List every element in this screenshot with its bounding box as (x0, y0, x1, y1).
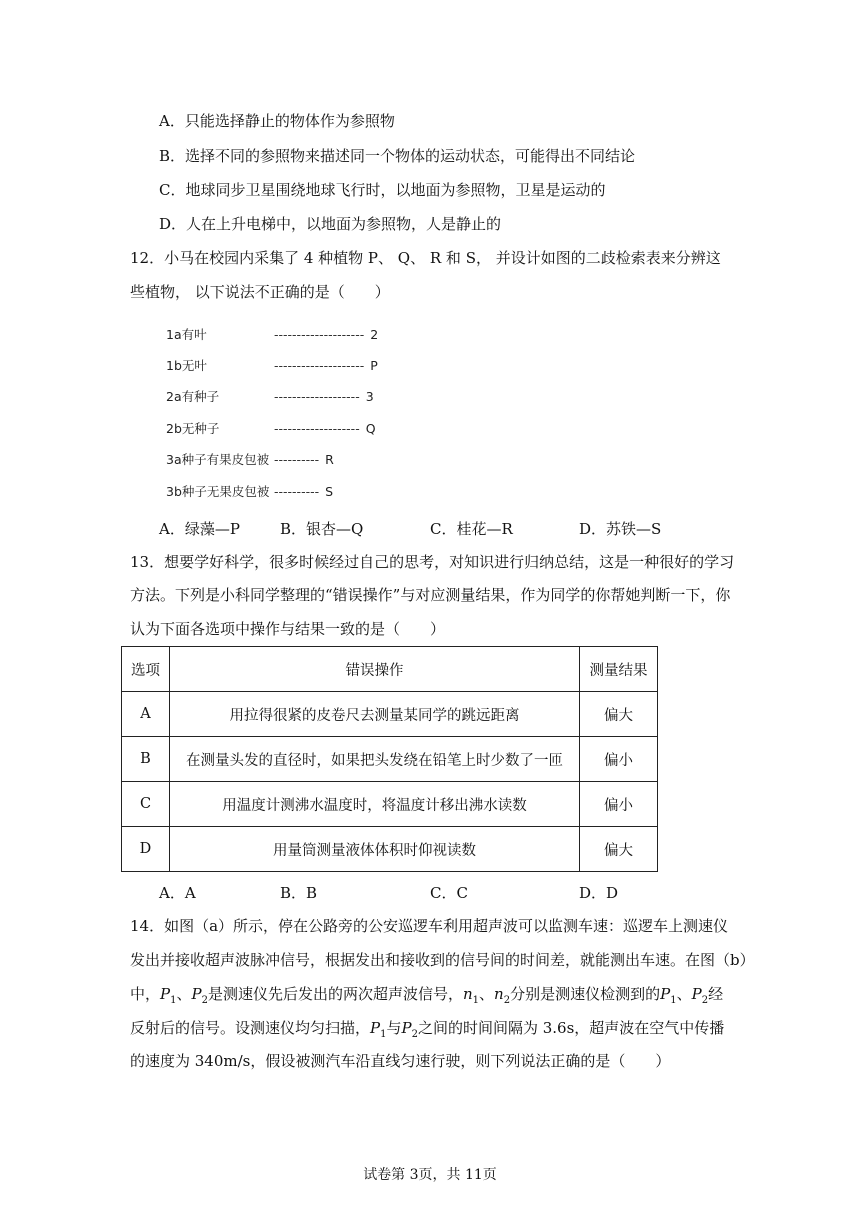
q14-line5: 的速度为 340m/s，假设被测汽车沿直线匀速行驶，则下列说法正确的是（ ） (130, 1052, 671, 1070)
subscript: 2 (201, 995, 208, 1006)
symbol-p2: P (691, 985, 702, 1003)
key-result: 3 (365, 389, 374, 404)
subscript: 1 (170, 995, 177, 1006)
key-label: 1a有叶 (166, 327, 207, 342)
q13-option-a: A．A (159, 884, 196, 902)
text-segment: 反射后的信号。设测速仪均匀扫描， (130, 1019, 371, 1037)
subscript: 2 (503, 995, 511, 1006)
key-result: P (370, 358, 378, 373)
table-cell: 偏小 (580, 782, 658, 827)
table-cell: A (122, 692, 170, 737)
subscript: 2 (701, 995, 709, 1006)
separator: 、 (676, 985, 692, 1003)
key-dashes: ---------- (274, 484, 320, 499)
separator: 、 (176, 985, 192, 1003)
key-row (166, 325, 378, 343)
error-operation-table (121, 646, 658, 872)
symbol-n1: n (462, 985, 473, 1003)
q14-line2: 发出并接收超声波脉冲信号，根据发出和接收到的信号间的时间差，就能测出车速。在图（b） (130, 951, 755, 969)
table-header: 错误操作 (170, 647, 580, 692)
key-label: 3a种子有果皮包被 (166, 452, 270, 467)
table-cell: 用温度计测沸水温度时，将温度计移出沸水读数 (170, 782, 580, 827)
key-dashes: -------------------- (274, 327, 365, 342)
key-result: S (325, 484, 334, 499)
text-segment: 中， (130, 985, 161, 1003)
q14-line4 (130, 1018, 724, 1038)
text-segment: 经 (708, 985, 724, 1003)
key-row (166, 419, 376, 437)
key-dashes: ---------- (274, 452, 320, 467)
table-row (122, 737, 658, 782)
key-label: 2b无种子 (166, 421, 220, 436)
q12-stem-line1: 12．小马在校园内采集了 4 种植物 P、 Q、 R 和 S， 并设计如图的二歧检索表来分辨这 (130, 249, 721, 267)
text-segment: 分别是测速仪检测到的 (510, 985, 661, 1003)
table-header: 测量结果 (580, 647, 658, 692)
key-label: 2a有种子 (166, 389, 220, 404)
table-cell: 在测量头发的直径时，如果把头发绕在铅笔上时少数了一匝 (170, 737, 580, 782)
table-row (122, 782, 658, 827)
table-cell: 用拉得很紧的皮卷尺去测量某同学的跳远距离 (170, 692, 580, 737)
q11-option-a: A．只能选择静止的物体作为参照物 (159, 112, 395, 130)
table-cell: 偏大 (580, 827, 658, 872)
q13-stem-line1: 13．想要学好科学，很多时候经过自己的思考，对知识进行归纳总结，这是一种很好的学习 (130, 553, 735, 571)
symbol-p2: P (401, 1019, 412, 1037)
q11-option-c: C．地球同步卫星围绕地球飞行时，以地面为参照物，卫星是运动的 (159, 181, 606, 199)
key-label: 3b种子无果皮包被 (166, 484, 270, 499)
table-cell: 偏大 (580, 692, 658, 737)
symbol-p1: P (160, 985, 171, 1003)
key-dashes: -------------------- (274, 358, 365, 373)
q13-option-d: D．D (579, 884, 619, 902)
q13-option-b: B．B (280, 884, 318, 902)
q12-option-a: A．绿藻—P (159, 520, 240, 538)
key-result: Q (365, 421, 376, 436)
symbol-p2: P (191, 985, 202, 1003)
key-label: 1b无叶 (166, 358, 207, 373)
subscript: 1 (472, 995, 480, 1006)
q13-stem-line2: 方法。下列是小科同学整理的“错误操作”与对应测量结果，作为同学的你帮她判断一下，你 (130, 586, 731, 604)
subscript: 1 (380, 1029, 387, 1040)
q13-stem-line3: 认为下面各选项中操作与结果一致的是（ ） (130, 620, 446, 638)
key-row (166, 482, 333, 500)
subscript: 2 (411, 1029, 418, 1040)
key-row (166, 356, 378, 374)
table-header: 选项 (122, 647, 170, 692)
q12-stem-line2: 些植物， 以下说法不正确的是（ ） (130, 283, 390, 301)
text-segment: 与 (386, 1019, 402, 1037)
q14-line1: 14．如图（a）所示，停在公路旁的公安巡逻车利用超声波可以监测车速：巡逻车上测速仪 (130, 917, 729, 935)
q12-option-c: C．桂花—R (430, 520, 513, 538)
symbol-p1: P (660, 985, 671, 1003)
page-footer: 试卷第 3页，共 11页 (363, 1167, 497, 1183)
symbol-n2: n (494, 985, 504, 1003)
table-row (122, 692, 658, 737)
key-result: 2 (370, 327, 379, 342)
table-header-row (122, 647, 658, 692)
table-cell: B (122, 737, 170, 782)
q12-option-d: D．苏铁—S (579, 520, 662, 538)
q12-option-b: B．银杏—Q (280, 520, 364, 538)
table-cell: 用量筒测量液体体积时仰视读数 (170, 827, 580, 872)
q11-option-d: D．人在上升电梯中，以地面为参照物，人是静止的 (159, 215, 502, 233)
q13-option-c: C．C (430, 884, 468, 902)
key-dashes: ------------------- (274, 421, 360, 436)
key-row (166, 387, 374, 405)
symbol-p1: P (370, 1019, 381, 1037)
table-cell: C (122, 782, 170, 827)
q11-option-b: B．选择不同的参照物来描述同一个物体的运动状态，可能得出不同结论 (159, 147, 636, 165)
q14-line3 (130, 984, 723, 1004)
separator: 、 (479, 985, 495, 1003)
text-segment: 是测速仪先后发出的两次超声波信号， (207, 985, 463, 1003)
table-cell: D (122, 827, 170, 872)
key-result: R (325, 452, 334, 467)
key-row (166, 450, 334, 468)
subscript: 1 (670, 995, 677, 1006)
table-cell: 偏小 (580, 737, 658, 782)
key-dashes: ------------------- (274, 389, 360, 404)
text-segment: 之间的时间间隔为 3.6s，超声波在空气中传播 (417, 1019, 725, 1037)
table-row (122, 827, 658, 872)
